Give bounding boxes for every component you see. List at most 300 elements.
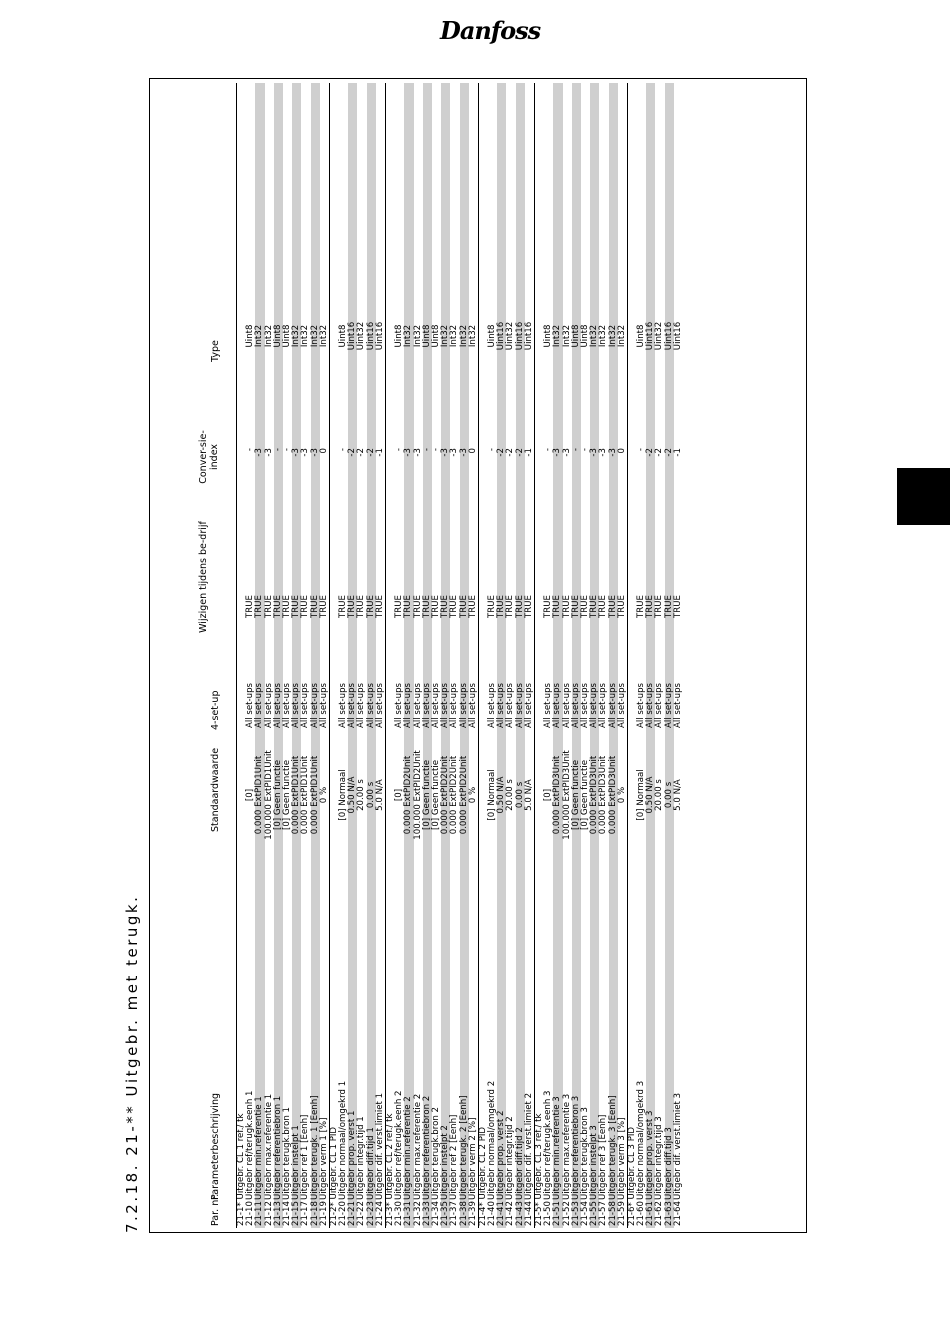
cell-conv: -3 xyxy=(263,448,274,457)
cell-desc: Uitgebr instelpt 1 xyxy=(291,1125,302,1200)
cell-conv: -3 xyxy=(458,448,469,457)
cell-def: 0.000 ExtPID3Unit xyxy=(589,755,600,835)
cell-type: Uint8 xyxy=(394,324,405,348)
cell-par: 21-21 xyxy=(347,1201,358,1226)
cell-conv: -1 xyxy=(523,448,534,457)
cell-desc: Uitgebr diff.tijd 1 xyxy=(365,1127,376,1200)
cell-chg: TRUE xyxy=(291,595,302,618)
cell-desc: Uitgebr instelpt 3 xyxy=(589,1125,600,1200)
cell-conv: - xyxy=(430,448,441,452)
cell-conv: - xyxy=(245,448,256,452)
cell-chg: TRUE xyxy=(561,595,572,618)
table-row xyxy=(544,83,553,1228)
cell-type: Uint8 xyxy=(636,324,647,348)
cell-def: 0.000 ExtPID3Unit xyxy=(598,755,609,835)
cell-conv: - xyxy=(394,448,405,452)
cell-chg: TRUE xyxy=(365,595,376,618)
cell-desc: Uitgebr min.referentie 1 xyxy=(254,1096,265,1200)
cell-def: [0] Geen functie xyxy=(579,760,590,831)
cell-conv: - xyxy=(487,448,498,452)
cell-par: 21-23 xyxy=(365,1201,376,1226)
cell-par: 21-31 xyxy=(403,1201,414,1226)
cell-desc: Uitgebr prop. verst 1 xyxy=(347,1110,358,1200)
table-row xyxy=(665,83,674,1228)
cell-type: Int32 xyxy=(467,324,478,348)
table-row xyxy=(301,83,310,1228)
cell-def: [0] xyxy=(543,788,554,802)
cell-chg: TRUE xyxy=(579,595,590,618)
cell-conv: -2 xyxy=(663,448,674,457)
cell-chg: TRUE xyxy=(318,595,329,618)
cell-def: 0.000 ExtPID2Unit xyxy=(458,755,469,835)
cell-chg: TRUE xyxy=(309,595,320,618)
cell-conv: -3 xyxy=(254,448,265,457)
cell-chg: TRUE xyxy=(543,595,554,618)
cell-desc: Uitgebr integr.tijd 1 xyxy=(356,1116,367,1200)
cell-set: All set-ups xyxy=(421,683,432,728)
group-row xyxy=(236,83,246,1228)
cell-def: 100.000 ExtPID3Unit xyxy=(561,750,572,840)
cell-def: [0] Geen functie xyxy=(570,760,581,831)
cell-set: All set-ups xyxy=(403,683,414,728)
cell-conv: -1 xyxy=(672,448,683,457)
cell-par: 21-57 xyxy=(598,1201,609,1226)
cell-par: 21-12 xyxy=(263,1201,274,1226)
cell-conv: -3 xyxy=(403,448,414,457)
cell-def: 0.50 N/A xyxy=(645,776,656,814)
cell-type: Int32 xyxy=(254,324,265,348)
cell-desc: Uitgebr integr.tijd 2 xyxy=(505,1116,516,1200)
header-desc: Parameterbeschrijving xyxy=(210,1093,221,1200)
cell-conv: - xyxy=(338,448,349,452)
cell-desc: Uitgebr max.referentie 3 xyxy=(561,1093,572,1200)
cell-chg: TRUE xyxy=(394,595,405,618)
table-row xyxy=(563,83,572,1228)
rotated-content xyxy=(117,78,817,1233)
cell-desc: Uitgebr verm 1 [%] xyxy=(318,1117,329,1200)
cell-set: All set-ups xyxy=(616,683,627,728)
cell-par: 21-30 xyxy=(394,1201,405,1226)
group-label: 21-6* Uitgebr. CL 3 PID xyxy=(626,1126,637,1226)
cell-chg: TRUE xyxy=(449,595,460,618)
cell-set: All set-ups xyxy=(374,683,385,728)
cell-set: All set-ups xyxy=(570,683,581,728)
cell-def: 0.000 ExtPID1Unit xyxy=(300,755,311,835)
cell-set: All set-ups xyxy=(309,683,320,728)
cell-type: Uint8 xyxy=(421,324,432,348)
cell-par: 21-51 xyxy=(552,1201,563,1226)
group-row xyxy=(385,83,395,1228)
cell-def: [0] Normaal xyxy=(487,769,498,821)
cell-chg: TRUE xyxy=(430,595,441,618)
cell-conv: -3 xyxy=(449,448,460,457)
cell-par: 21-50 xyxy=(543,1201,554,1226)
cell-type: Uint8 xyxy=(543,324,554,348)
table-row xyxy=(348,83,357,1228)
cell-conv: -2 xyxy=(514,448,525,457)
cell-chg: TRUE xyxy=(263,595,274,618)
table-row xyxy=(572,83,581,1228)
cell-type: Uint8 xyxy=(245,324,256,348)
cell-set: All set-ups xyxy=(263,683,274,728)
cell-conv: -3 xyxy=(291,448,302,457)
cell-def: 0.00 s xyxy=(663,781,674,809)
table-row xyxy=(599,83,608,1228)
cell-def: [0] Normaal xyxy=(338,769,349,821)
cell-def: [0] Normaal xyxy=(636,769,647,821)
cell-par: 21-64 xyxy=(672,1201,683,1226)
table-row xyxy=(423,83,432,1228)
table-row xyxy=(646,83,655,1228)
cell-conv: -3 xyxy=(309,448,320,457)
cell-type: Int32 xyxy=(291,324,302,348)
cell-def: 5.0 N/A xyxy=(374,779,385,811)
danfoss-logo xyxy=(440,16,541,52)
cell-chg: TRUE xyxy=(412,595,423,618)
cell-desc: Uitgebr prop. verst 2 xyxy=(496,1110,507,1200)
cell-conv: - xyxy=(543,448,554,452)
cell-type: Int32 xyxy=(561,324,572,348)
table-row xyxy=(376,83,385,1228)
cell-set: All set-ups xyxy=(440,683,451,728)
cell-conv: -3 xyxy=(598,448,609,457)
cell-desc: Uitgebr terugk.bron 1 xyxy=(281,1106,292,1200)
cell-conv: 0 xyxy=(467,448,478,454)
parameter-table xyxy=(149,78,807,1233)
cell-chg: TRUE xyxy=(616,595,627,618)
table-row xyxy=(553,83,562,1228)
header-type: Type xyxy=(210,340,221,362)
cell-conv: -3 xyxy=(561,448,572,457)
group-row xyxy=(329,83,339,1228)
table-row xyxy=(274,83,283,1228)
cell-conv: -2 xyxy=(505,448,516,457)
cell-type: Int32 xyxy=(552,324,563,348)
cell-type: Int32 xyxy=(403,324,414,348)
cell-desc: Uitgebr diff.tijd 3 xyxy=(663,1127,674,1200)
cell-set: All set-ups xyxy=(318,683,329,728)
cell-type: Int32 xyxy=(607,324,618,348)
cell-def: 0.00 s xyxy=(365,781,376,809)
cell-set: All set-ups xyxy=(449,683,460,728)
cell-set: All set-ups xyxy=(636,683,647,728)
cell-chg: TRUE xyxy=(254,595,265,618)
cell-desc: Uitgebr ref 1 [Eenh] xyxy=(300,1114,311,1200)
cell-conv: -2 xyxy=(496,448,507,457)
table-row xyxy=(525,83,534,1228)
cell-def: 0.000 ExtPID2Unit xyxy=(449,755,460,835)
logo-text: Danfoss xyxy=(440,16,541,45)
cell-desc: Uitgebr terugk. 2 [Eenh] xyxy=(458,1095,469,1200)
cell-desc: Uitgebr ref 2 [Eenh] xyxy=(449,1114,460,1200)
cell-chg: TRUE xyxy=(347,595,358,618)
cell-type: Uint16 xyxy=(374,321,385,351)
cell-chg: TRUE xyxy=(496,595,507,618)
cell-par: 21-37 xyxy=(449,1201,460,1226)
cell-desc: Uitgebr terugk.bron 3 xyxy=(579,1106,590,1200)
cell-conv: -2 xyxy=(645,448,656,457)
cell-desc: Uitgebr max.referentie 1 xyxy=(263,1093,274,1200)
cell-chg: TRUE xyxy=(598,595,609,618)
cell-type: Uint32 xyxy=(654,321,665,351)
cell-chg: TRUE xyxy=(272,595,283,618)
cell-desc: Uitgebr normaal/omgekrd 3 xyxy=(636,1080,647,1200)
table-row xyxy=(404,83,413,1228)
cell-chg: TRUE xyxy=(570,595,581,618)
cell-type: Uint16 xyxy=(514,321,525,351)
cell-set: All set-ups xyxy=(356,683,367,728)
table-row xyxy=(265,83,274,1228)
cell-type: Int32 xyxy=(318,324,329,348)
cell-conv: - xyxy=(579,448,590,452)
cell-conv: 0 xyxy=(318,448,329,454)
table-row xyxy=(414,83,423,1228)
cell-type: Uint16 xyxy=(645,321,656,351)
cell-par: 21-13 xyxy=(272,1201,283,1226)
cell-desc: Uitgebr normaal/omgekrd 1 xyxy=(338,1080,349,1200)
cell-def: [0] Geen functie xyxy=(421,760,432,831)
cell-desc: Uitgebr terugk.bron 2 xyxy=(430,1106,441,1200)
table-row xyxy=(506,83,515,1228)
cell-chg: TRUE xyxy=(487,595,498,618)
cell-set: All set-ups xyxy=(254,683,265,728)
group-label: 21-2* Uitgebr. CL 1 PID xyxy=(328,1126,339,1226)
cell-par: 21-24 xyxy=(374,1201,385,1226)
cell-conv: -2 xyxy=(356,448,367,457)
cell-desc: Uitgebr ref/terugk.eenh 3 xyxy=(543,1090,554,1200)
group-row xyxy=(534,83,544,1228)
cell-type: Int32 xyxy=(458,324,469,348)
cell-type: Int32 xyxy=(589,324,600,348)
cell-set: All set-ups xyxy=(412,683,423,728)
cell-par: 21-35 xyxy=(440,1201,451,1226)
table-row xyxy=(395,83,404,1228)
cell-type: Int32 xyxy=(616,324,627,348)
cell-def: 0.000 ExtPID1Unit xyxy=(309,755,320,835)
cell-conv: - xyxy=(272,448,283,452)
table-row xyxy=(339,83,348,1228)
cell-chg: TRUE xyxy=(421,595,432,618)
cell-desc: Uitgebr dif. verst.limiet 2 xyxy=(523,1092,534,1200)
cell-desc: Uitgebr ref/terugk.eenh 1 xyxy=(245,1090,256,1200)
header-setup: 4-set-up xyxy=(210,690,221,730)
cell-type: Uint32 xyxy=(356,321,367,351)
table-row xyxy=(618,83,627,1228)
cell-conv: 0 xyxy=(616,448,627,454)
cell-conv: -1 xyxy=(374,448,385,457)
cell-def: 0.50 N/A xyxy=(496,776,507,814)
section-title: 7.2.18. 21-** Uitgebr. met terugk. xyxy=(123,894,141,1233)
cell-def: 20.00 s xyxy=(505,779,516,811)
cell-par: 21-20 xyxy=(338,1201,349,1226)
table-body xyxy=(236,83,683,1228)
cell-desc: Uitgebr max.referentie 2 xyxy=(412,1093,423,1200)
cell-set: All set-ups xyxy=(281,683,292,728)
cell-desc: Uitgebr instelpt 2 xyxy=(440,1125,451,1200)
cell-desc: Uitgebr ref/terugk.eenh 2 xyxy=(394,1090,405,1200)
cell-desc: Uitgebr prop. verst 3 xyxy=(645,1110,656,1200)
cell-par: 21-11 xyxy=(254,1201,265,1226)
cell-par: 21-38 xyxy=(458,1201,469,1226)
cell-chg: TRUE xyxy=(645,595,656,618)
cell-type: Int32 xyxy=(598,324,609,348)
cell-desc: Uitgebr terugk. 1 [Eenh] xyxy=(309,1095,320,1200)
cell-type: Uint8 xyxy=(487,324,498,348)
cell-par: 21-42 xyxy=(505,1201,516,1226)
table-row xyxy=(246,83,255,1228)
cell-desc: Uitgebr verm 2 [%] xyxy=(467,1117,478,1200)
cell-par: 21-14 xyxy=(281,1201,292,1226)
cell-desc: Uitgebr dif. verst.limiet 1 xyxy=(374,1092,385,1200)
group-label: 21-4* Uitgebr. CL 2 PID xyxy=(477,1126,488,1226)
cell-type: Uint16 xyxy=(663,321,674,351)
cell-set: All set-ups xyxy=(543,683,554,728)
cell-set: All set-ups xyxy=(514,683,525,728)
cell-type: Uint16 xyxy=(672,321,683,351)
cell-set: All set-ups xyxy=(430,683,441,728)
cell-set: All set-ups xyxy=(365,683,376,728)
cell-desc: Uitgebr ref 3 [Eenh] xyxy=(598,1114,609,1200)
cell-par: 21-34 xyxy=(430,1201,441,1226)
cell-chg: TRUE xyxy=(552,595,563,618)
table-row xyxy=(609,83,618,1228)
cell-chg: TRUE xyxy=(467,595,478,618)
cell-conv: -3 xyxy=(300,448,311,457)
cell-def: 0 % xyxy=(616,786,627,804)
cell-chg: TRUE xyxy=(505,595,516,618)
cell-type: Uint32 xyxy=(505,321,516,351)
cell-set: All set-ups xyxy=(598,683,609,728)
cell-chg: TRUE xyxy=(458,595,469,618)
table-row xyxy=(255,83,264,1228)
cell-set: All set-ups xyxy=(579,683,590,728)
cell-conv: -3 xyxy=(607,448,618,457)
cell-set: All set-ups xyxy=(654,683,665,728)
cell-desc: Uitgebr diff.tijd 2 xyxy=(514,1127,525,1200)
cell-par: 21-22 xyxy=(356,1201,367,1226)
cell-set: All set-ups xyxy=(487,683,498,728)
cell-par: 21-63 xyxy=(663,1201,674,1226)
table-row xyxy=(655,83,664,1228)
cell-def: 0.000 ExtPID2Unit xyxy=(440,755,451,835)
cell-def: 100.000 ExtPID1Unit xyxy=(263,750,274,840)
cell-conv: - xyxy=(636,448,647,452)
cell-type: Uint8 xyxy=(570,324,581,348)
cell-type: Uint16 xyxy=(365,321,376,351)
cell-def: 0.000 ExtPID3Unit xyxy=(552,755,563,835)
cell-set: All set-ups xyxy=(347,683,358,728)
cell-type: Uint16 xyxy=(496,321,507,351)
cell-par: 21-61 xyxy=(645,1201,656,1226)
cell-set: All set-ups xyxy=(496,683,507,728)
cell-desc: Uitgebr min.referentie 3 xyxy=(552,1096,563,1200)
table-row xyxy=(367,83,376,1228)
table-row xyxy=(590,83,599,1228)
cell-par: 21-18 xyxy=(309,1201,320,1226)
cell-def: 0.50 N/A xyxy=(347,776,358,814)
cell-set: All set-ups xyxy=(672,683,683,728)
cell-par: 21-10 xyxy=(245,1201,256,1226)
cell-type: Int32 xyxy=(449,324,460,348)
cell-def: 100.000 ExtPID2Unit xyxy=(412,750,423,840)
cell-conv: -3 xyxy=(589,448,600,457)
cell-set: All set-ups xyxy=(300,683,311,728)
cell-type: Uint16 xyxy=(523,321,534,351)
group-label: 21-3* Uitgebr. CL 2 ref./ tk xyxy=(385,1113,395,1226)
cell-chg: TRUE xyxy=(663,595,674,618)
cell-set: All set-ups xyxy=(338,683,349,728)
table-row xyxy=(674,83,683,1228)
cell-chg: TRUE xyxy=(523,595,534,618)
cell-def: [0] xyxy=(394,788,405,802)
cell-chg: TRUE xyxy=(403,595,414,618)
cell-desc: Uitgebr referentiebron 1 xyxy=(272,1095,283,1200)
cell-chg: TRUE xyxy=(636,595,647,618)
cell-par: 21-43 xyxy=(514,1201,525,1226)
cell-type: Uint16 xyxy=(347,321,358,351)
cell-type: Uint8 xyxy=(272,324,283,348)
cell-type: Int32 xyxy=(440,324,451,348)
cell-set: All set-ups xyxy=(394,683,405,728)
cell-def: 0.000 ExtPID2Unit xyxy=(403,755,414,835)
cell-desc: Uitgebr normaal/omgekrd 2 xyxy=(487,1080,498,1200)
table-row xyxy=(357,83,366,1228)
cell-conv: -3 xyxy=(552,448,563,457)
group-label: 21-1* Uitgebr. CL 1 ref./ tk xyxy=(236,1113,246,1226)
cell-par: 21-39 xyxy=(467,1201,478,1226)
cell-def: [0] xyxy=(245,788,256,802)
table-row xyxy=(581,83,590,1228)
table-row xyxy=(320,83,329,1228)
cell-chg: TRUE xyxy=(245,595,256,618)
cell-par: 21-15 xyxy=(291,1201,302,1226)
cell-conv: - xyxy=(421,448,432,452)
cell-set: All set-ups xyxy=(505,683,516,728)
cell-def: 20.00 s xyxy=(356,779,367,811)
cell-chg: TRUE xyxy=(607,595,618,618)
header-par: Par. nr. xyxy=(210,1193,221,1226)
cell-conv: -2 xyxy=(365,448,376,457)
group-row xyxy=(627,83,637,1228)
cell-set: All set-ups xyxy=(291,683,302,728)
cell-chg: TRUE xyxy=(589,595,600,618)
cell-par: 21-58 xyxy=(607,1201,618,1226)
cell-def: 5.0 N/A xyxy=(523,779,534,811)
table-row xyxy=(450,83,459,1228)
cell-def: 0 % xyxy=(467,786,478,804)
cell-par: 21-55 xyxy=(589,1201,600,1226)
cell-set: All set-ups xyxy=(645,683,656,728)
table-row xyxy=(292,83,301,1228)
cell-set: All set-ups xyxy=(552,683,563,728)
cell-conv: -3 xyxy=(440,448,451,457)
cell-chg: TRUE xyxy=(281,595,292,618)
group-row xyxy=(478,83,488,1228)
cell-set: All set-ups xyxy=(663,683,674,728)
cell-type: Int32 xyxy=(309,324,320,348)
group-label: 21-5* Uitgebr. CL 3 ref./ tk xyxy=(534,1113,544,1226)
header-change: Wijzigen tijdens be-drijf xyxy=(198,521,209,633)
cell-chg: TRUE xyxy=(338,595,349,618)
cell-par: 21-54 xyxy=(579,1201,590,1226)
cell-type: Uint8 xyxy=(430,324,441,348)
table-row xyxy=(516,83,525,1228)
cell-desc: Uitgebr referentiebron 3 xyxy=(570,1095,581,1200)
cell-par: 21-32 xyxy=(412,1201,423,1226)
cell-def: [0] Geen functie xyxy=(272,760,283,831)
cell-par: 21-53 xyxy=(570,1201,581,1226)
cell-par: 21-33 xyxy=(421,1201,432,1226)
